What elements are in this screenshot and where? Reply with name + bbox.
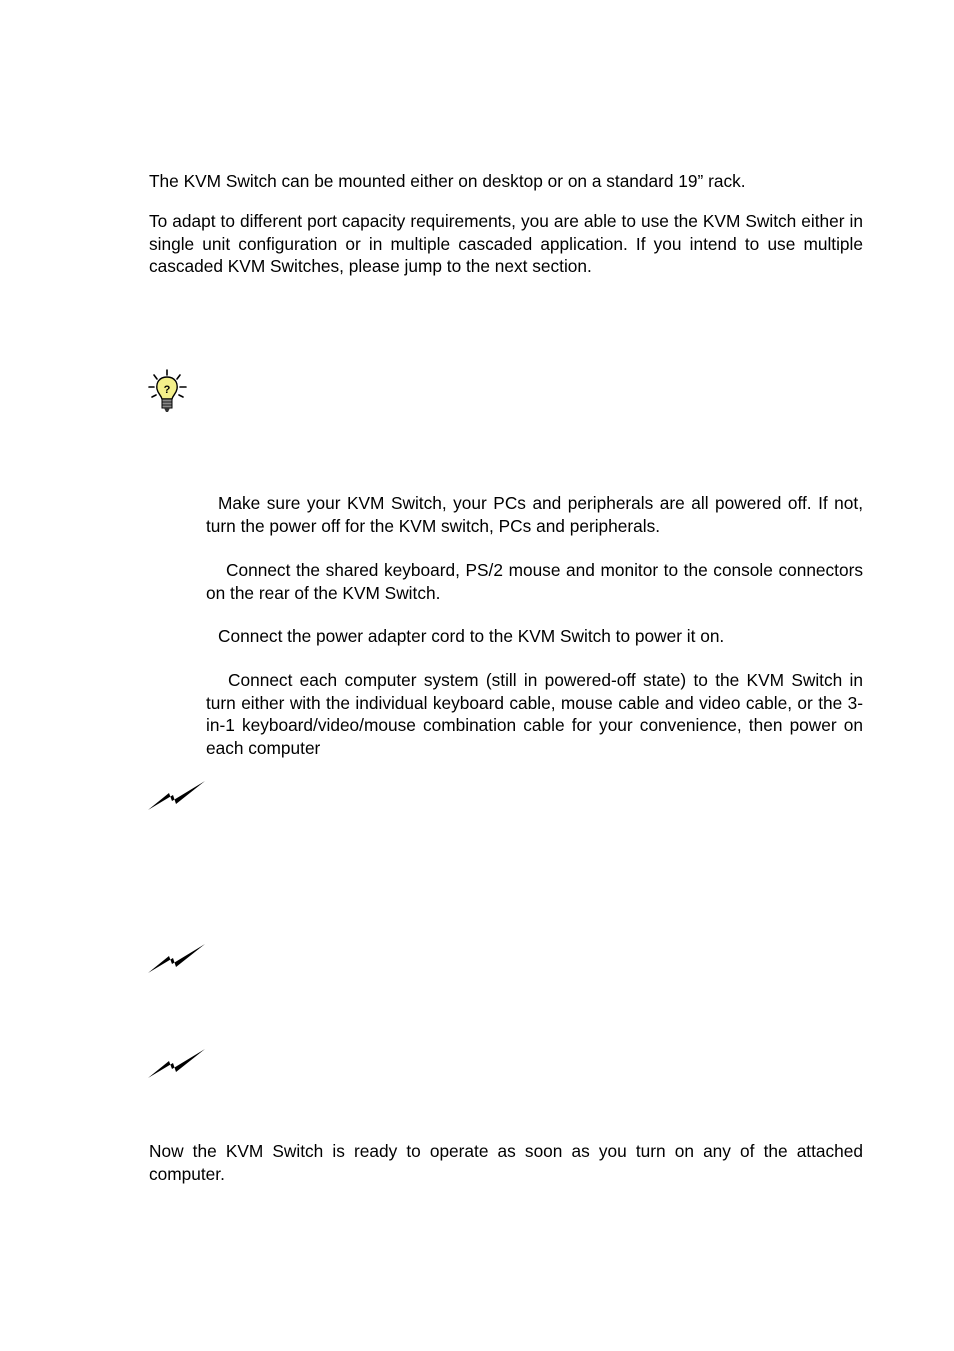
step-2 [206,559,863,604]
step-3 [206,625,863,648]
step-1-text: Make sure your KVM Switch, your PCs and peripherals are all powered off. If not, turn the power off for the KVM switch, PCs and peripherals. [206,493,863,536]
closing-paragraph: Now the KVM Switch is ready to operate as soon as you turn on any of the attached computer. [149,1141,863,1184]
lightning-bolt-icon [147,1047,207,1085]
step-1 [206,492,863,537]
step-3-text: Connect the power adapter cord to the KVM Switch to power it on. [218,626,725,646]
intro-paragraph-1: The KVM Switch can be mounted either on desktop or on a standard 19” rack. [149,171,746,191]
step-2-text: Connect the shared keyboard, PS/2 mouse and monitor to the console connectors on the rear of the KVM Switch. [206,560,863,603]
lightbulb-icon [146,368,192,421]
lightning-bolt-icon [147,942,207,980]
svg-text:?: ? [163,384,171,396]
intro-paragraph-2: To adapt to different port capacity requirements, you are able to use the KVM Switch either in single unit configuration or in multiple cascaded application. If you intend to use multiple cascaded KVM Switches, please jump to the next section. [149,211,863,276]
step-4 [206,669,863,759]
step-4-text: Connect each computer system (still in powered-off state) to the KVM Switch in turn either with the individual keyboard cable, mouse cable and video cable, or the 3-in-1 keyboard/video/mouse combination cable for your convenience, then power on each computer [206,670,863,758]
lightning-bolt-icon [147,779,207,817]
